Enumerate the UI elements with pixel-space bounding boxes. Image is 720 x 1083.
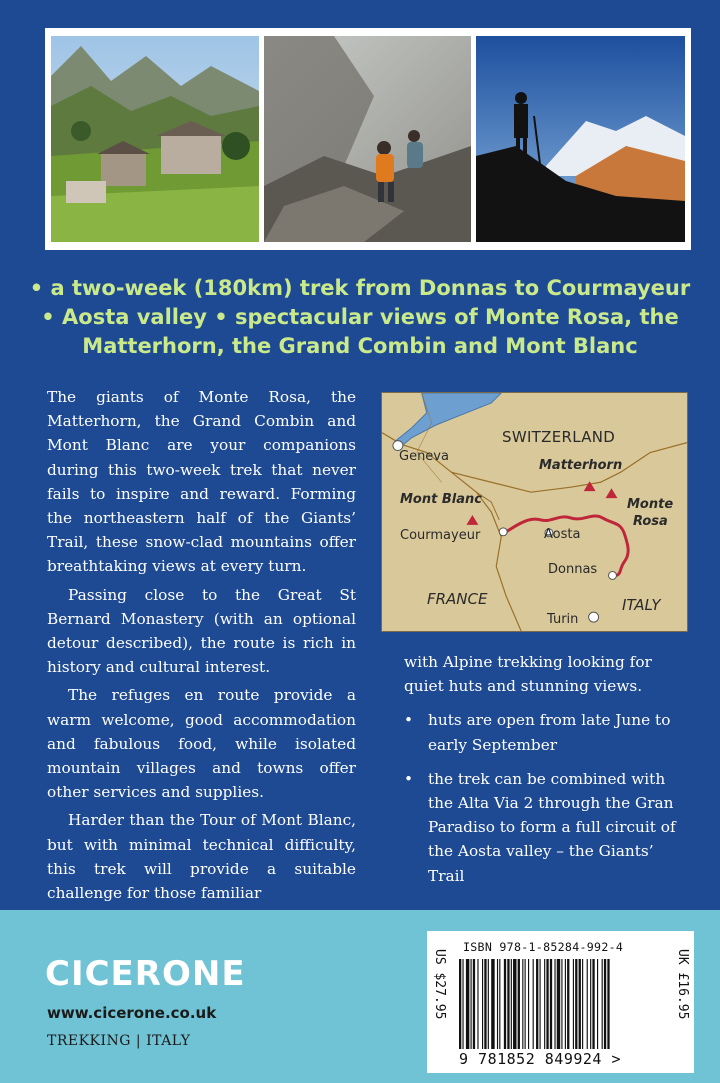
map-label-italy: ITALY [622, 596, 661, 614]
barcode-bar [488, 959, 489, 1049]
barcode-bar [477, 959, 478, 1049]
map-label-monte: Monte [627, 497, 674, 512]
barcode-bar [518, 959, 520, 1049]
barcode-bar [604, 959, 606, 1049]
ean-number: 9 781852 849924 > [459, 1050, 622, 1068]
map-label-switzerland: SWITZERLAND [502, 428, 616, 446]
publisher-logo: CICERONE [45, 954, 246, 994]
barcode-bar [573, 959, 574, 1049]
barcode-bar [554, 959, 555, 1049]
barcode-bar [513, 959, 516, 1049]
feature-list [404, 708, 689, 887]
barcode-bar [550, 959, 552, 1049]
bullet-icon: • [404, 769, 414, 788]
barcode-bar [466, 959, 469, 1049]
barcode-bar [544, 959, 545, 1049]
barcode-bar [511, 959, 512, 1049]
price-us: US $27.95 [432, 949, 447, 1020]
barcode-bar [499, 959, 500, 1049]
barcode-bar [462, 959, 463, 1049]
map-label-matterhorn: Matterhorn [539, 458, 623, 473]
barcode-bar [567, 959, 569, 1049]
photo-misty-hikers [264, 36, 471, 242]
barcode-bar [582, 959, 583, 1049]
map-label-courmayeur: Courmayeur [400, 528, 481, 543]
barcode-bar [536, 959, 538, 1049]
barcode-icon [459, 959, 661, 1049]
barcode-bar [587, 959, 588, 1049]
barcode-bar [579, 959, 581, 1049]
barcode-bar [557, 959, 560, 1049]
barcode-bar [484, 959, 486, 1049]
headline-selling-points [20, 274, 700, 361]
cover-footer-panel [0, 910, 720, 1083]
publisher-website[interactable]: www.cicerone.co.uk [47, 1004, 217, 1022]
barcode-bar [565, 959, 566, 1049]
description-paragraph-4: Harder than the Tour of Mont Blanc, but with minimal technical difficulty, this trek will provide a suitable challenge for those familiar [47, 811, 356, 903]
barcode-bar [507, 959, 509, 1049]
photo-strip [45, 28, 691, 250]
barcode-bar [607, 959, 609, 1049]
barcode-bar [471, 959, 472, 1049]
barcode-bar [525, 959, 526, 1049]
map-label-aosta: Aosta [544, 527, 581, 542]
feature-text: the trek can be combined with the Alta Via 2 through the Gran Paradiso to form a full circuit of the Aosta valley – the Giants’ Trail [428, 769, 676, 885]
photo-alpine-village [51, 36, 259, 242]
isbn-text: ISBN 978-1-85284-992-4 [463, 940, 624, 954]
barcode-bar [459, 959, 461, 1049]
feature-text: huts are open from late June to early September [428, 711, 671, 754]
barcode-bar [561, 959, 562, 1049]
barcode-bar [533, 959, 534, 1049]
route-map [381, 392, 688, 632]
price-uk: UK £16.95 [675, 949, 690, 1020]
barcode-bar [597, 959, 598, 1049]
description-paragraph-3: The refuges en route provide a warm welcome, good accommodation and fabulous food, while isolated mountain villages and towns offer other services and supplies. [47, 686, 356, 802]
barcode-bar [590, 959, 591, 1049]
feature-list-item [404, 767, 689, 888]
bullet-icon: • [404, 711, 414, 730]
barcode-bar [504, 959, 506, 1049]
barcode-bar [491, 959, 494, 1049]
barcode-bar [592, 959, 594, 1049]
photo-sunrise-trekker [476, 36, 685, 242]
barcode-bar [528, 959, 529, 1049]
barcode-bar [482, 959, 483, 1049]
barcode-panel [427, 931, 694, 1073]
map-label-mont-blanc: Mont Blanc [400, 492, 482, 507]
barcode-bar [602, 959, 603, 1049]
map-label-geneva: Geneva [399, 449, 449, 464]
description-right-column [404, 650, 689, 898]
barcode-bar [540, 959, 541, 1049]
headline-line-2: • Aosta valley • spectacular views of Monte Rosa, the [41, 305, 679, 329]
book-category: TREKKING | ITALY [47, 1033, 191, 1049]
barcode-bar [522, 959, 523, 1049]
description-paragraph-4-continued: with Alpine trekking looking for quiet huts and stunning views. [404, 653, 652, 696]
map-label-turin: Turin [547, 612, 579, 627]
feature-list-item [404, 708, 689, 756]
map-label-france: FRANCE [427, 590, 488, 608]
barcode-bar [497, 959, 498, 1049]
barcode-bar [473, 959, 475, 1049]
description-paragraph-2: Passing close to the Great St Bernard Monastery (with an optional detour described), the route is rich in history and cultural interest. [47, 585, 356, 677]
headline-line-1: • a two-week (180km) trek from Donnas to Courmayeur [29, 276, 691, 300]
barcode-bar [546, 959, 548, 1049]
description-left-column [47, 385, 356, 905]
map-label-rosa: Rosa [633, 514, 668, 529]
headline-line-3: Matterhorn, the Grand Combin and Mont Blanc [82, 334, 638, 358]
barcode-bar [575, 959, 577, 1049]
description-paragraph-1: The giants of Monte Rosa, the Matterhorn, the Grand Combin and Mont Blanc are your companions during this two-week trek that never fails to inspire and reward. Forming the northeastern half of the Giants’ Trail, these snow-clad mountains offer breathtaking views at every turn. [47, 388, 356, 576]
map-label-donnas: Donnas [548, 562, 598, 577]
